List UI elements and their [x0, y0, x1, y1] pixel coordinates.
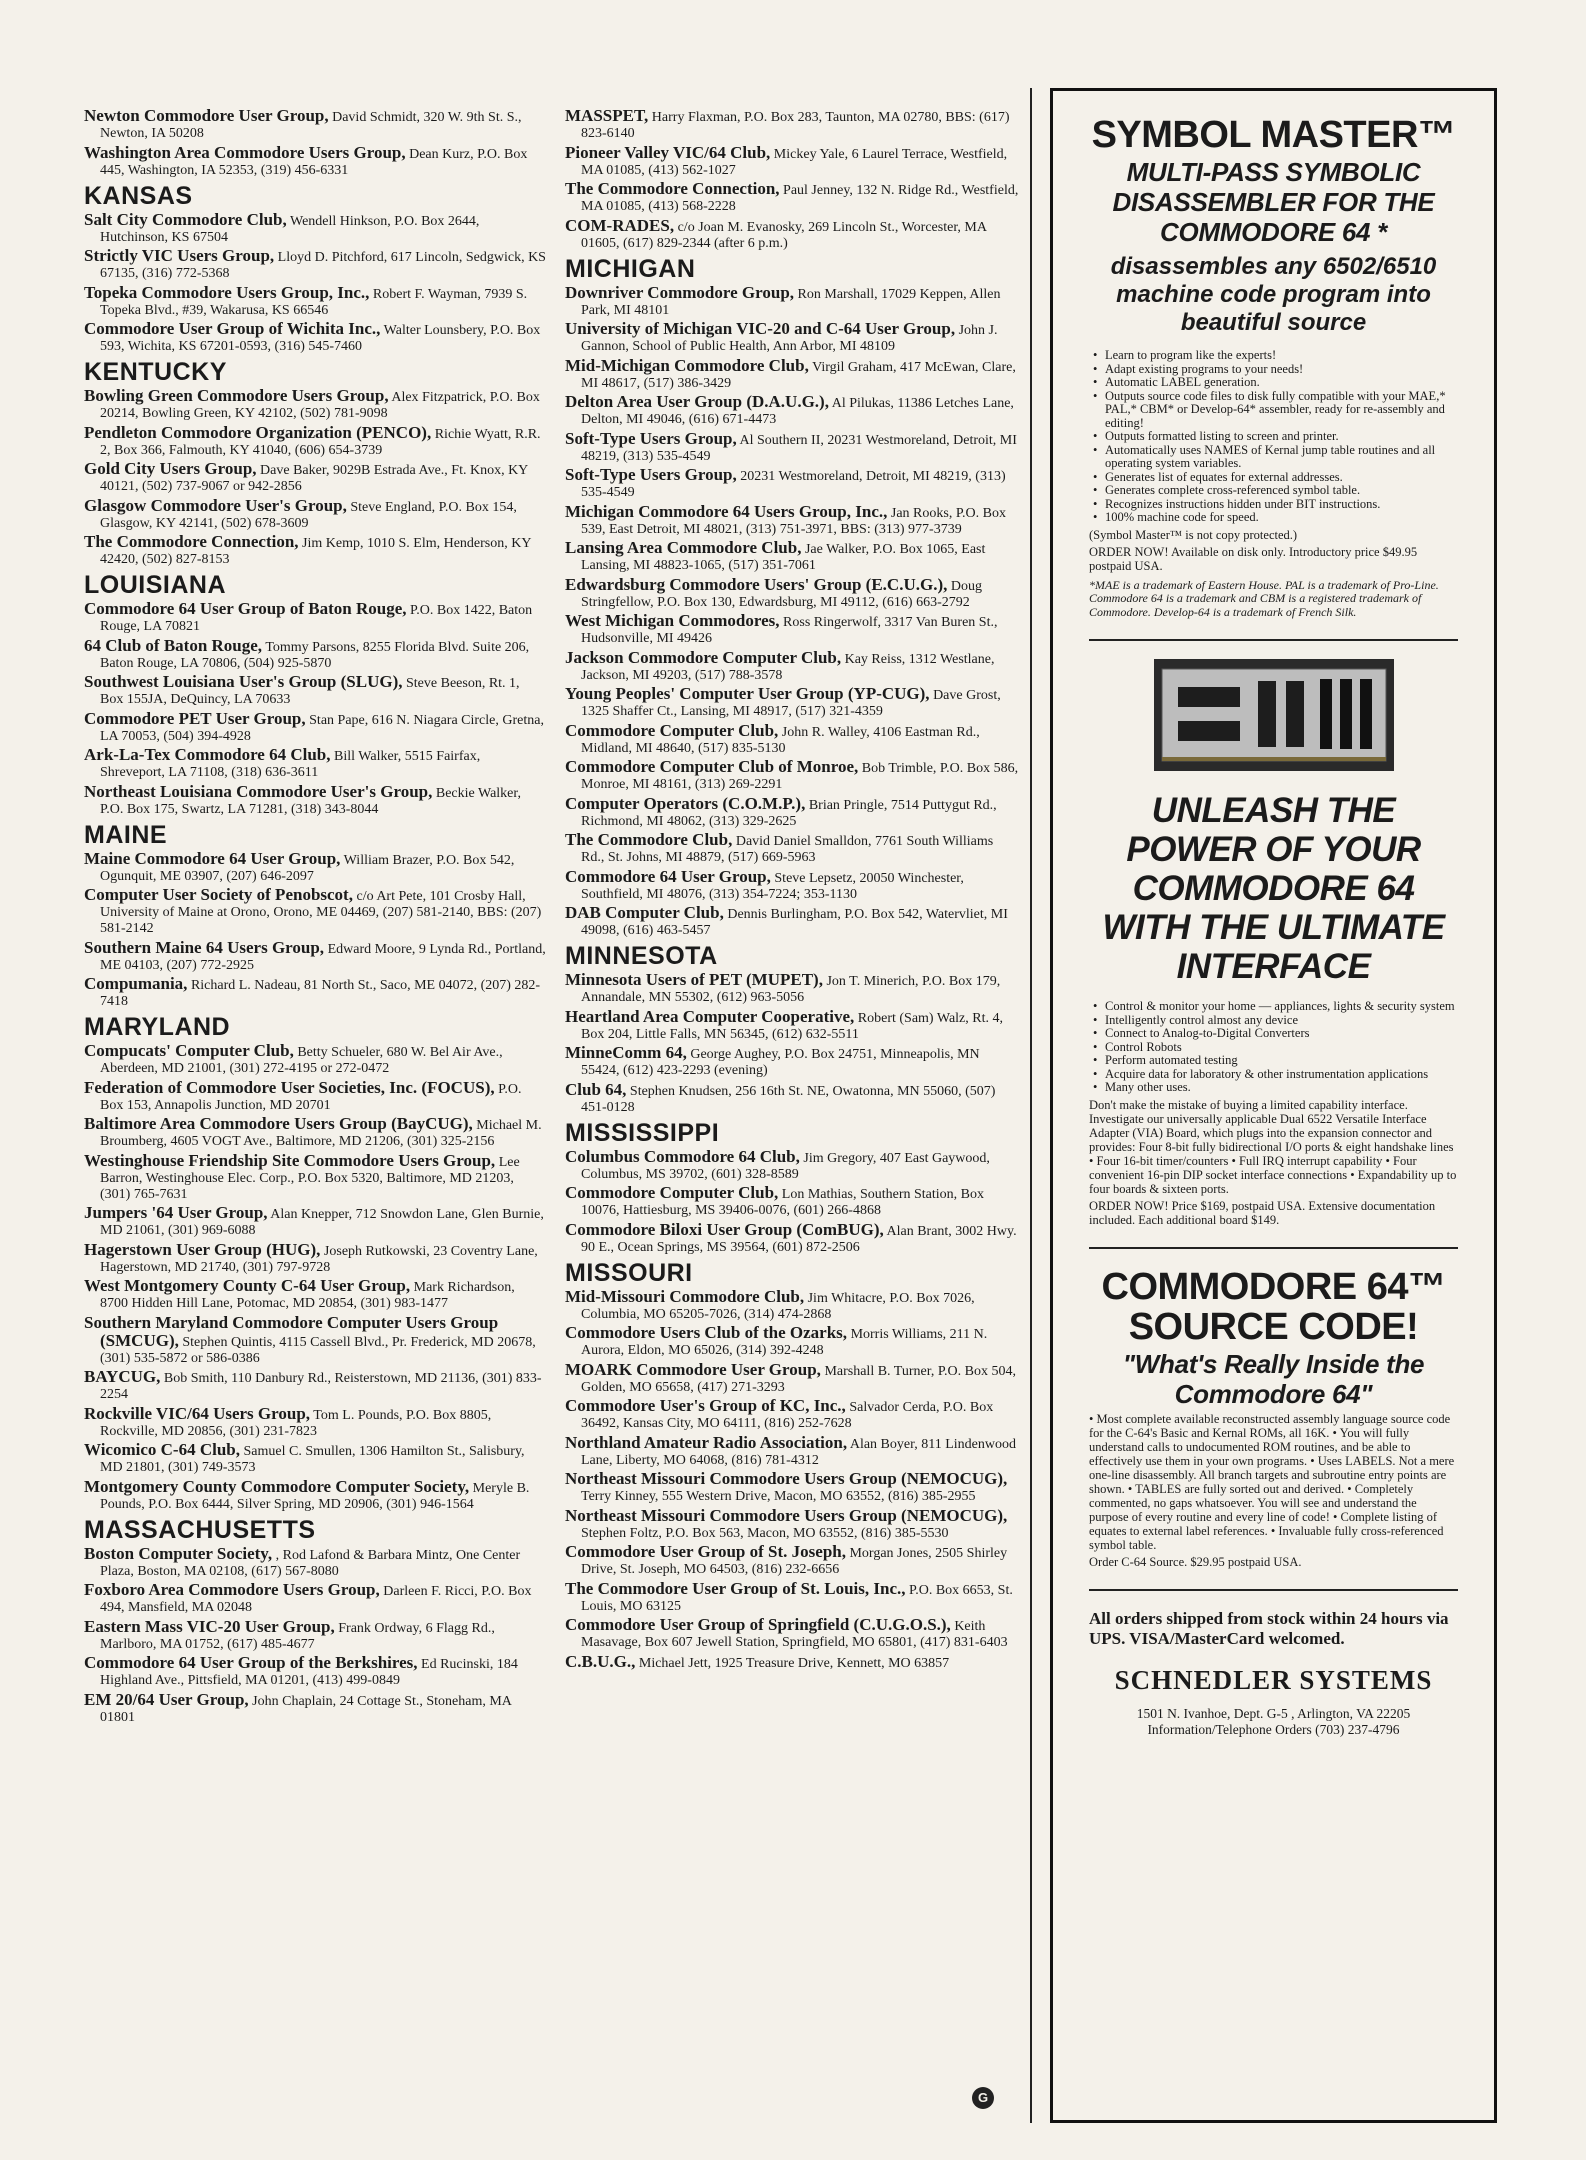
user-group-entry [565, 540, 1020, 574]
user-group-name: The Commodore Connection, [84, 532, 299, 551]
user-group-name: Southern Maryland Commodore Computer Users Group (SMCUG), [84, 1312, 499, 1350]
user-group-name: Commodore 64 User Group of Baton Rouge, [84, 599, 407, 618]
interface-headline: UNLEASH THE POWER OF YOUR COMMODORE 64 WITH THE ULTIMATE INTERFACE [1102, 791, 1445, 986]
user-group-entry [565, 1578, 1020, 1615]
user-group-contact: Mark Richardson, 8700 Hidden Hill Lane, Potomac, MD 20854, (301) 983-1477 [100, 1280, 515, 1311]
user-group-entry [565, 793, 1020, 830]
user-group-name: Commodore Computer Club, [565, 720, 779, 740]
user-group-name: Montgomery County Commodore Computer Society, [84, 1476, 470, 1496]
user-group-entry [565, 321, 1020, 355]
schnedler-advertisement [1050, 88, 1497, 2123]
source-code-subtitle: "What's Really Inside the Commodore 64" [1122, 1348, 1425, 1409]
user-group-entry [84, 1689, 546, 1726]
user-group-contact: Beckie Walker, P.O. Box 175, Swartz, LA 71281, (318) 343-8044 [100, 785, 521, 817]
user-group-name: Glasgow Commodore User's Group, [84, 495, 347, 515]
user-group-name: Mid-Missouri Commodore Club, [565, 1286, 805, 1306]
user-group-name: The Commodore Club, [565, 830, 733, 849]
symbol-master-title: SYMBOL MASTER™ [1091, 114, 1456, 156]
user-group-contact: Jim Kemp, 1010 S. Elm, Henderson, KY 42420, (502) 827-8153 [100, 536, 531, 567]
user-group-entry [84, 534, 546, 568]
user-group-contact: Dennis Burlingham, P.O. Box 542, Watervliet, MI 49098, (616) 463-5457 [581, 907, 1008, 938]
user-group-entry [565, 1219, 1020, 1256]
user-group-contact: Dean Kurz, P.O. Box 445, Washington, IA 52353, (319) 456-6331 [100, 146, 528, 178]
user-group-name: The Commodore User Group of St. Louis, Inc., [565, 1578, 906, 1598]
user-group-entry [84, 887, 546, 937]
user-group-contact: P.O. Box 6653, St. Louis, MO 63125 [581, 1582, 1013, 1614]
state-heading: KANSAS [84, 181, 193, 210]
user-group-entry [565, 1079, 1020, 1116]
user-group-name: Southwest Louisiana User's Group (SLUG), [84, 672, 403, 691]
user-group-entry [84, 635, 546, 672]
user-group-name: Columbus Commodore 64 Club, [565, 1146, 800, 1166]
user-group-entry [565, 905, 1020, 939]
ad-divider [1089, 639, 1458, 641]
user-group-contact: Steve Beeson, Rt. 1, Box 155JA, DeQuincy, LA 70633 [100, 676, 520, 707]
user-group-name: Ark-La-Tex Commodore 64 Club, [84, 745, 331, 764]
user-group-entry [84, 1655, 546, 1689]
user-group-entry [84, 937, 546, 974]
state-heading: MINNESOTA [565, 942, 718, 970]
user-group-entry [565, 613, 1020, 647]
feature-bullet: • Outputs formatted listing to screen and printer. [1089, 430, 1458, 444]
user-group-name: Soft-Type Users Group, [565, 465, 737, 484]
user-group-contact: Darleen F. Ricci, P.O. Box 494, Mansfield, MA 02048 [100, 1584, 532, 1615]
feature-bullet: • Connect to Analog-to-Digital Converters [1089, 1027, 1458, 1041]
user-group-name: Commodore User Group of St. Joseph, [565, 1542, 846, 1561]
user-group-name: Eastern Mass VIC-20 User Group, [84, 1616, 335, 1636]
user-group-name: 64 Club of Baton Rouge, [84, 635, 263, 655]
user-group-name: Delton Area User Group (D.A.U.G.), [565, 392, 829, 411]
feature-bullet: • Perform automated testing [1089, 1054, 1458, 1068]
user-group-name: Topeka Commodore Users Group, Inc., [84, 282, 370, 302]
symbol-master-subtitle: MULTI-PASS SYMBOLIC DISASSEMBLER FOR THE COMMODORE 64 * [1112, 157, 1435, 247]
user-group-contact: Harry Flaxman, P.O. Box 283, Taunton, MA 02780, BBS: (617) 823-6140 [581, 110, 1010, 141]
feature-bullet: • Generates list of equates for external addresses. [1089, 471, 1458, 485]
feature-bullet: • Control & monitor your home — appliances, lights & security system [1089, 1000, 1458, 1014]
user-group-contact: David Schmidt, 320 W. 9th St. S., Newton, IA 50208 [100, 110, 522, 141]
feature-bullet: • Control Robots [1089, 1041, 1458, 1055]
user-group-contact: John R. Walley, 4106 Eastman Rd., Midland, MI 48640, (517) 835-5130 [581, 724, 980, 756]
user-group-contact: Ed Rucinski, 184 Highland Ave., Pittsfield, MA 01201, (413) 499-0849 [100, 1657, 518, 1688]
user-group-name: Salt City Commodore Club, [84, 209, 287, 229]
user-group-name: West Michigan Commodores, [565, 611, 780, 630]
user-group-entry [565, 1325, 1020, 1359]
user-group-contact: Richie Wyatt, R.R. 2, Box 366, Falmouth, KY 41040, (606) 654-3739 [100, 426, 541, 458]
user-group-name: EM 20/64 User Group, [84, 1689, 249, 1709]
user-group-contact: Lloyd D. Pitchford, 617 Lincoln, Sedgwick, KS 67135, (316) 772-5368 [100, 250, 546, 281]
listing-column-middle [565, 108, 1020, 1674]
user-group-name: Heartland Area Computer Cooperative, [565, 1006, 855, 1026]
user-group-entry [565, 574, 1020, 611]
user-group-contact: Morgan Jones, 2505 Shirley Drive, St. Joseph, MO 64503, (816) 232-6656 [581, 1546, 1008, 1577]
user-group-entry [84, 209, 546, 246]
user-group-contact: 20231 Westmoreland, Detroit, MI 48219, (313) 535-4549 [581, 469, 1006, 500]
state-heading: KENTUCKY [84, 358, 227, 386]
user-group-name: Newton Commodore User Group, [84, 106, 329, 125]
feature-bullet: • Automatic LABEL generation. [1089, 376, 1458, 390]
user-group-entry [565, 108, 1020, 142]
user-group-name: Lansing Area Commodore Club, [565, 538, 802, 557]
user-group-name: Commodore User Group of Wichita Inc., [84, 319, 381, 338]
user-group-contact: Alan Brant, 3002 Hwy. 90 E., Ocean Springs, MS 39564, (601) 872-2506 [581, 1223, 1017, 1255]
user-group-entry [565, 1471, 1020, 1505]
user-group-contact: Samuel C. Smullen, 1306 Hamilton St., Salisbury, MD 21801, (301) 749-3573 [100, 1444, 525, 1475]
user-group-entry [565, 1359, 1020, 1396]
user-group-name: Computer Operators (C.O.M.P.), [565, 793, 806, 813]
source-code-title: COMMODORE 64™ SOURCE CODE! [1101, 1265, 1446, 1348]
user-group-name: Baltimore Area Commodore Users Group (BayCUG), [84, 1114, 473, 1133]
user-group-entry [84, 422, 546, 459]
user-group-entry [565, 1651, 1020, 1672]
symbol-master-note: (Symbol Master™ is not copy protected.) [1089, 527, 1298, 542]
user-group-name: DAB Computer Club, [565, 903, 724, 922]
user-group-contact: c/o Art Pete, 101 Crosby Hall, University of Maine at Orono, Orono, ME 04469, (207) 581-2140, BBS: (207) 581-2142 [100, 889, 542, 936]
user-group-entry [84, 1403, 546, 1440]
user-group-contact: Stan Pape, 616 N. Niagara Circle, Gretna, LA 70053, (504) 394-4928 [100, 712, 544, 744]
user-group-entry [84, 388, 546, 422]
user-group-name: Federation of Commodore User Societies, Inc. (FOCUS), [84, 1077, 495, 1097]
user-group-contact: Doug Stringfellow, P.O. Box 130, Edwardsburg, MI 49112, (616) 663-2792 [581, 578, 982, 610]
user-group-entry [84, 1278, 546, 1312]
user-group-contact: Bob Trimble, P.O. Box 586, Monroe, MI 48161, (313) 269-2291 [581, 761, 1019, 792]
source-code-body: • Most complete available reconstructed assembly language source code for the C-64's Basic and Kernal ROMs, all 16K. • You will fully understand calls to undocumented ROM routines, and be able to effectively use them in your own programs. • Uses LABELS. Not a mere one-line disassembly. All branch targets and subroutine entry points are shown. • TABLES are fully sorted out and derived. • Completely commented, no gaps whatsoever. You will see and understand the purpose of every routine and every line of code! • Complete listing of equates to external label references. • Invaluable fully cross-referenced symbol table. [1089, 1411, 1455, 1552]
user-group-contact: John Chaplain, 24 Cottage St., Stoneham, MA 01801 [100, 1693, 512, 1725]
user-group-contact: Stephen Quintis, 4115 Cassell Blvd., Pr. Frederick, MD 20678, (301) 535-5872 or 586-0386 [100, 1334, 536, 1366]
user-group-entry [84, 747, 546, 781]
user-group-contact: Salvador Cerda, P.O. Box 36492, Kansas City, MO 64111, (816) 252-7628 [581, 1400, 994, 1431]
user-group-entry [84, 1205, 546, 1239]
user-group-name: Wicomico C-64 Club, [84, 1440, 240, 1459]
user-group-contact: Tommy Parsons, 8255 Florida Blvd. Suite 206, Baton Rouge, LA 70806, (504) 925-5870 [100, 639, 530, 671]
symbol-master-tagline: disassembles any 6502/6510 machine code program into beautiful source [1110, 253, 1437, 336]
feature-bullet: • Many other uses. [1089, 1081, 1458, 1095]
user-group-entry [84, 1043, 546, 1077]
listing-column-left [84, 108, 546, 1728]
user-group-entry [565, 866, 1020, 903]
feature-bullet: • Automatically uses NAMES of Kernal jump table routines and all operating system variables. [1089, 444, 1458, 471]
user-group-name: Pendleton Commodore Organization (PENCO), [84, 422, 432, 442]
symbol-master-features [1089, 349, 1458, 525]
state-heading: MASSACHUSETTS [84, 1515, 316, 1544]
user-group-contact: Bob Smith, 110 Danbury Rd., Reisterstown, MD 21136, (301) 833-2254 [100, 1371, 542, 1402]
user-group-name: Foxboro Area Commodore Users Group, [84, 1580, 380, 1599]
user-group-name: Commodore User's Group of KC, Inc., [565, 1396, 846, 1415]
user-group-entry [565, 759, 1020, 793]
user-group-entry [565, 1146, 1020, 1183]
trademark-notes: *MAE is a trademark of Eastern House. PAL is a trademark of Pro-Line. Commodore 64 is a trademark and CBM is a registered trademark of Commodore. Develop-64 is a trademark of French Silk. [1089, 577, 1439, 619]
user-group-entry [84, 1616, 546, 1653]
user-group-entry [565, 394, 1020, 428]
user-group-contact: George Aughey, P.O. Box 24751, Minneapolis, MN 55424, (612) 423-2293 (evening) [581, 1047, 980, 1078]
user-group-contact: Al Pilukas, 11386 Letches Lane, Delton, MI 49046, (616) 671-4473 [581, 396, 1014, 427]
user-group-entry [565, 215, 1020, 252]
symbol-master-order: ORDER NOW! Available on disk only. Introductory price $49.95 postpaid USA. [1089, 544, 1418, 573]
user-group-name: West Montgomery County C-64 User Group, [84, 1276, 411, 1295]
user-group-name: Westinghouse Friendship Site Commodore Users Group, [84, 1150, 496, 1170]
user-group-name: Maine Commodore 64 User Group, [84, 848, 341, 868]
user-group-name: MOARK Commodore User Group, [565, 1359, 821, 1379]
user-group-entry [565, 1505, 1020, 1542]
feature-bullet: • Learn to program like the experts! [1089, 349, 1458, 363]
column-divider [1030, 88, 1032, 2123]
user-group-entry [565, 972, 1020, 1006]
user-group-entry [565, 1398, 1020, 1432]
user-group-contact: William Brazer, P.O. Box 542, Ogunquit, ME 03907, (207) 646-2097 [100, 852, 515, 884]
user-group-contact: Michael M. Broumberg, 4605 VOGT Ave., Baltimore, MD 21206, (301) 325-2156 [100, 1118, 542, 1149]
user-group-name: Boston Computer Society, [84, 1543, 273, 1563]
user-group-entry [84, 1369, 546, 1403]
user-group-name: Commodore 64 User Group, [565, 866, 771, 886]
user-group-entry [84, 1543, 546, 1580]
state-heading: MARYLAND [84, 1013, 231, 1041]
user-group-contact: Mickey Yale, 6 Laurel Terrace, Westfield, MA 01085, (413) 562-1027 [581, 146, 1008, 178]
user-group-name: MASSPET, [565, 106, 649, 125]
user-group-name: MinneComm 64, [565, 1043, 687, 1062]
user-group-entry [84, 1476, 546, 1513]
company-address: 1501 N. Ivanhoe, Dept. G-5 , Arlington, VA 22205 [1136, 1705, 1411, 1721]
state-heading: MICHIGAN [565, 254, 696, 283]
user-group-name: Strictly VIC Users Group, [84, 246, 275, 265]
user-group-contact: Kay Reiss, 1312 Westlane, Jackson, MI 49203, (517) 788-3578 [581, 651, 995, 683]
user-group-name: Compumania, [84, 974, 188, 993]
user-group-contact: Keith Masavage, Box 607 Jewell Station, Springfield, MO 65801, (417) 831-6403 [581, 1619, 1008, 1650]
user-group-contact: Steve England, P.O. Box 154, Glasgow, KY 42141, (502) 678-3609 [100, 499, 517, 531]
user-group-name: Commodore Computer Club, [565, 1183, 779, 1202]
user-group-entry [565, 181, 1020, 215]
user-group-entry [84, 1312, 546, 1367]
user-group-entry [84, 248, 546, 282]
ad-divider [1089, 1589, 1458, 1591]
user-group-entry [84, 321, 546, 355]
user-group-name: Mid-Michigan Commodore Club, [565, 355, 809, 375]
user-group-contact: Stephen Foltz, P.O. Box 563, Macon, MO 63552, (816) 385-5530 [581, 1525, 949, 1541]
user-group-contact: Robert (Sam) Walz, Rt. 4, Box 204, Little Falls, MN 56345, (612) 632-5511 [581, 1010, 1003, 1042]
user-group-contact: Alan Boyer, 811 Lindenwood Lane, Liberty, MO 64068, (816) 781-4312 [581, 1436, 1016, 1468]
user-group-name: Jumpers '64 User Group, [84, 1203, 268, 1222]
user-group-name: Michigan Commodore 64 Users Group, Inc., [565, 501, 888, 521]
user-group-contact: Alan Knepper, 712 Snowdon Lane, Glen Burnie, MD 21061, (301) 969-6088 [100, 1207, 544, 1238]
user-group-name: Edwardsburg Commodore Users' Group (E.C.U.G.), [565, 574, 948, 594]
user-group-entry [565, 467, 1020, 501]
user-group-contact: Paul Jenney, 132 N. Ridge Rd., Westfield, MA 01085, (413) 568-2228 [581, 183, 1019, 214]
company-name: SCHNEDLER SYSTEMS [1114, 1664, 1433, 1695]
user-group-entry [84, 1442, 546, 1476]
user-group-name: C.B.U.G., [565, 1651, 636, 1671]
feature-bullet: • Intelligently control almost any device [1089, 1014, 1458, 1028]
interface-body: Don't make the mistake of buying a limited capability interface. Investigate our universally applicable Dual 6522 Versatile Interface Adapter (VIA) Board, which plugs into the expansion connector and provides: Four 8-bit fully bidirectional I/O ports & eight handshake lines • Four 16-bit timer/counters • Full IRQ interrupt capability • Four convenient 16-pin DIP socket interface connections • Expandability up to four boards & sixteen ports. [1089, 1097, 1457, 1196]
state-heading: MISSOURI [565, 1258, 693, 1287]
user-group-name: Computer User Society of Penobscot, [84, 885, 353, 904]
user-group-name: Minnesota Users of PET (MUPET), [565, 970, 823, 989]
user-group-entry [84, 601, 546, 635]
user-group-entry [565, 832, 1020, 866]
user-group-contact: P.O. Box 153, Annapolis Junction, MD 20701 [100, 1081, 522, 1113]
state-heading: MAINE [84, 820, 168, 849]
user-group-entry [565, 501, 1020, 538]
user-group-contact: Richard L. Nadeau, 81 North St., Saco, ME 04072, (207) 282-7418 [100, 978, 541, 1009]
user-group-contact: Ron Marshall, 17029 Keppen, Allen Park, MI 48101 [581, 286, 1001, 318]
user-group-name: BAYCUG, [84, 1367, 161, 1386]
user-group-entry [565, 1045, 1020, 1079]
user-group-entry [565, 1617, 1020, 1651]
user-group-contact: Betty Schueler, 680 W. Bel Air Ave., Aberdeen, MD 21001, (301) 272-4195 or 272-0472 [100, 1045, 503, 1076]
user-group-entry [84, 1239, 546, 1276]
user-group-contact: Al Southern II, 20231 Westmoreland, Detroit, MI 48219, (313) 535-4549 [581, 432, 1017, 464]
user-group-contact: Stephen Knudsen, 256 16th St. NE, Owatonna, MN 55060, (507) 451-0128 [581, 1083, 996, 1115]
user-group-contact: Meryle B. Pounds, P.O. Box 6444, Silver Spring, MD 20906, (301) 946-1564 [100, 1480, 530, 1512]
user-group-entry [565, 428, 1020, 465]
user-group-contact: Terry Kinney, 555 Western Drive, Macon, MO 63552, (816) 385-2955 [581, 1489, 976, 1504]
user-group-name: Commodore User Group of Springfield (C.U.G.O.S.), [565, 1615, 951, 1634]
user-group-contact: Lon Mathias, Southern Station, Box 10076, Hattiesburg, MS 39406-0076, (601) 266-4868 [581, 1187, 985, 1218]
user-group-entry [565, 647, 1020, 684]
user-group-entry [565, 282, 1020, 319]
shipping-notice: All orders shipped from stock within 24 hours via UPS. VISA/MasterCard welcomed. [1089, 1608, 1449, 1648]
user-group-name: Bowling Green Commodore Users Group, [84, 386, 389, 405]
user-group-entry [84, 1116, 546, 1150]
user-group-contact: Marshall B. Turner, P.O. Box 504, Golden, MO 65658, (417) 271-3293 [581, 1363, 1017, 1395]
user-group-entry [565, 1286, 1020, 1323]
company-phone: Information/Telephone Orders (703) 237-4796 [1147, 1721, 1400, 1737]
user-group-name: COM-RADES, [565, 215, 675, 235]
user-group-contact: Joseph Rutkowski, 23 Coventry Lane, Hagerstown, MD 21740, (301) 797-9728 [100, 1243, 538, 1275]
user-group-entry [565, 355, 1020, 392]
user-group-name: Northeast Missouri Commodore Users Group (NEMOCUG), [565, 1469, 1008, 1488]
user-group-contact: Tom L. Pounds, P.O. Box 8805, Rockville, MD 20856, (301) 231-7823 [100, 1407, 492, 1439]
user-group-entry [565, 1544, 1020, 1578]
user-group-contact: c/o Joan M. Evanosky, 269 Lincoln St., Worcester, MA 01605, (617) 829-2344 (after 6 p.m.) [581, 219, 987, 251]
user-group-entry [565, 686, 1020, 720]
user-group-entry [565, 142, 1020, 179]
ad-divider [1089, 1247, 1458, 1249]
user-group-entry [84, 495, 546, 532]
user-group-entry [84, 1077, 546, 1114]
user-group-entry [84, 674, 546, 708]
via-board-photo [1154, 659, 1394, 771]
user-group-contact: Robert F. Wayman, 7939 S. Topeka Blvd., #39, Wakarusa, KS 66546 [100, 286, 528, 318]
user-group-contact: Michael Jett, 1925 Treasure Drive, Kennett, MO 63857 [638, 1655, 950, 1671]
user-group-name: Downriver Commodore Group, [565, 282, 795, 302]
user-group-name: Commodore PET User Group, [84, 708, 306, 728]
user-group-name: Gold City Users Group, [84, 459, 257, 478]
user-group-contact: Jae Walker, P.O. Box 1065, East Lansing, MI 48823-1065, (517) 351-7061 [581, 542, 986, 573]
feature-bullet: • Recognizes instructions hidden under BIT instructions. [1089, 498, 1458, 512]
magazine-logo-icon: G [972, 2087, 994, 2109]
user-group-name: Washington Area Commodore Users Group, [84, 142, 406, 162]
user-group-contact: Steve Lepsetz, 20050 Winchester, Southfield, MI 48076, (313) 354-7224; 353-1130 [581, 870, 964, 902]
interface-order: ORDER NOW! Price $169, postpaid USA. Extensive documentation included. Each additional board $149. [1089, 1198, 1436, 1227]
source-code-order: Order C-64 Source. $29.95 postpaid USA. [1089, 1554, 1302, 1569]
user-group-entry [84, 1150, 546, 1203]
user-group-contact: Wendell Hinkson, P.O. Box 2644, Hutchinson, KS 67504 [100, 213, 480, 245]
user-group-contact: Jon T. Minerich, P.O. Box 179, Annandale, MN 55302, (612) 963-5056 [581, 974, 1001, 1005]
user-group-name: Young Peoples' Computer User Group (YP-CUG), [565, 684, 930, 703]
user-group-contact: Virgil Graham, 417 McEwan, Clare, MI 48617, (517) 386-3429 [581, 359, 1016, 391]
user-group-contact: Dave Grost, 1325 Shaffer Ct., Lansing, MI 48917, (517) 321-4359 [581, 688, 1001, 719]
user-group-contact: Jan Rooks, P.O. Box 539, East Detroit, MI 48021, (313) 751-3971, BBS: (313) 977-3739 [581, 505, 1007, 537]
user-group-name: Jackson Commodore Computer Club, [565, 647, 842, 667]
user-group-contact: Jim Gregory, 407 East Gaywood, Columbus, MS 39702, (601) 328-8589 [581, 1150, 990, 1182]
user-group-name: Northeast Louisiana Commodore User's Group, [84, 781, 433, 801]
user-group-name: University of Michigan VIC-20 and C-64 User Group, [565, 319, 956, 338]
user-group-name: Compucats' Computer Club, [84, 1041, 294, 1060]
user-group-entry [84, 108, 546, 142]
user-group-entry [84, 461, 546, 495]
user-group-entry [84, 708, 546, 745]
user-group-contact: Walter Lounsbery, P.O. Box 593, Wichita, KS 67201-0593, (316) 545-7460 [100, 323, 541, 354]
user-group-contact: , Rod Lafond & Barbara Mintz, One Center Plaza, Boston, MA 02108, (617) 567-8080 [100, 1547, 521, 1579]
user-group-contact: Brian Pringle, 7514 Puttygut Rd., Richmond, MI 48062, (313) 329-2625 [581, 797, 997, 829]
user-group-entry [84, 848, 546, 885]
user-group-name: Commodore 64 User Group of the Berkshires, [84, 1653, 418, 1672]
user-group-name: Commodore Users Club of the Ozarks, [565, 1323, 848, 1342]
user-group-entry [565, 720, 1020, 757]
user-group-contact: David Daniel Smalldon, 7761 South Williams Rd., St. Johns, MI 48879, (517) 669-5963 [581, 834, 994, 865]
user-group-name: Commodore Biloxi User Group (ComBUG), [565, 1219, 884, 1239]
user-group-contact: Edward Moore, 9 Lynda Rd., Portland, ME 04103, (207) 772-2925 [100, 941, 546, 973]
feature-bullet: • Outputs source code files to disk fully compatible with your MAE,* PAL,* CBM* or Develop-64* assembler, ready for re-assembly and editing! [1089, 390, 1458, 431]
user-group-contact: Frank Ordway, 6 Flagg Rd., Marlboro, MA 01752, (617) 485-4677 [100, 1620, 495, 1652]
user-group-entry [84, 142, 546, 179]
user-group-name: Northeast Missouri Commodore Users Group (NEMOCUG), [565, 1505, 1008, 1525]
interface-features [1089, 1000, 1458, 1095]
user-group-entry [565, 1006, 1020, 1043]
feature-bullet: • Acquire data for laboratory & other instrumentation applications [1089, 1068, 1458, 1082]
user-group-entry [84, 781, 546, 818]
user-group-entry [84, 282, 546, 319]
user-group-name: Commodore Computer Club of Monroe, [565, 757, 859, 776]
user-group-name: Hagerstown User Group (HUG), [84, 1239, 321, 1259]
user-group-contact: Ross Ringerwolf, 3317 Van Buren St., Hudsonville, MI 49426 [581, 615, 998, 646]
user-group-contact: John J. Gannon, School of Public Health, Ann Arbor, MI 48109 [581, 323, 998, 354]
user-group-name: Southern Maine 64 Users Group, [84, 937, 325, 957]
user-group-entry [84, 976, 546, 1010]
user-group-contact: P.O. Box 1422, Baton Rouge, LA 70821 [100, 603, 533, 634]
state-heading: LOUISIANA [84, 571, 226, 599]
user-group-name: Rockville VIC/64 Users Group, [84, 1403, 311, 1423]
user-group-name: The Commodore Connection, [565, 179, 780, 198]
feature-bullet: • 100% machine code for speed. [1089, 511, 1458, 525]
user-group-name: Northland Amateur Radio Association, [565, 1432, 848, 1452]
feature-bullet: • Adapt existing programs to your needs! [1089, 363, 1458, 377]
feature-bullet: • Generates complete cross-referenced symbol table. [1089, 484, 1458, 498]
user-group-contact: Jim Whitacre, P.O. Box 7026, Columbia, MO 65205-7026, (314) 474-2868 [581, 1290, 975, 1322]
state-heading: MISSISSIPPI [565, 1118, 720, 1147]
user-group-contact: Lee Barron, Westinghouse Elec. Corp., P.O. Box 5320, Baltimore, MD 21203, (301) 765-7631 [100, 1154, 520, 1202]
user-group-contact: Alex Fitzpatrick, P.O. Box 20214, Bowling Green, KY 42102, (502) 781-9098 [100, 390, 540, 421]
user-group-contact: Morris Williams, 211 N. Aurora, Eldon, MO 65026, (314) 392-4248 [581, 1327, 988, 1358]
user-group-name: Club 64, [565, 1079, 627, 1099]
user-group-contact: Dave Baker, 9029B Estrada Ave., Ft. Knox, KY 40121, (502) 737-9067 or 942-2856 [100, 463, 528, 494]
user-group-contact: Bill Walker, 5515 Fairfax, Shreveport, LA 71108, (318) 636-3611 [100, 749, 481, 780]
user-group-entry [565, 1185, 1020, 1219]
user-group-name: Pioneer Valley VIC/64 Club, [565, 142, 771, 162]
user-group-entry [84, 1582, 546, 1616]
user-group-name: Soft-Type Users Group, [565, 428, 737, 448]
user-group-entry [565, 1432, 1020, 1469]
